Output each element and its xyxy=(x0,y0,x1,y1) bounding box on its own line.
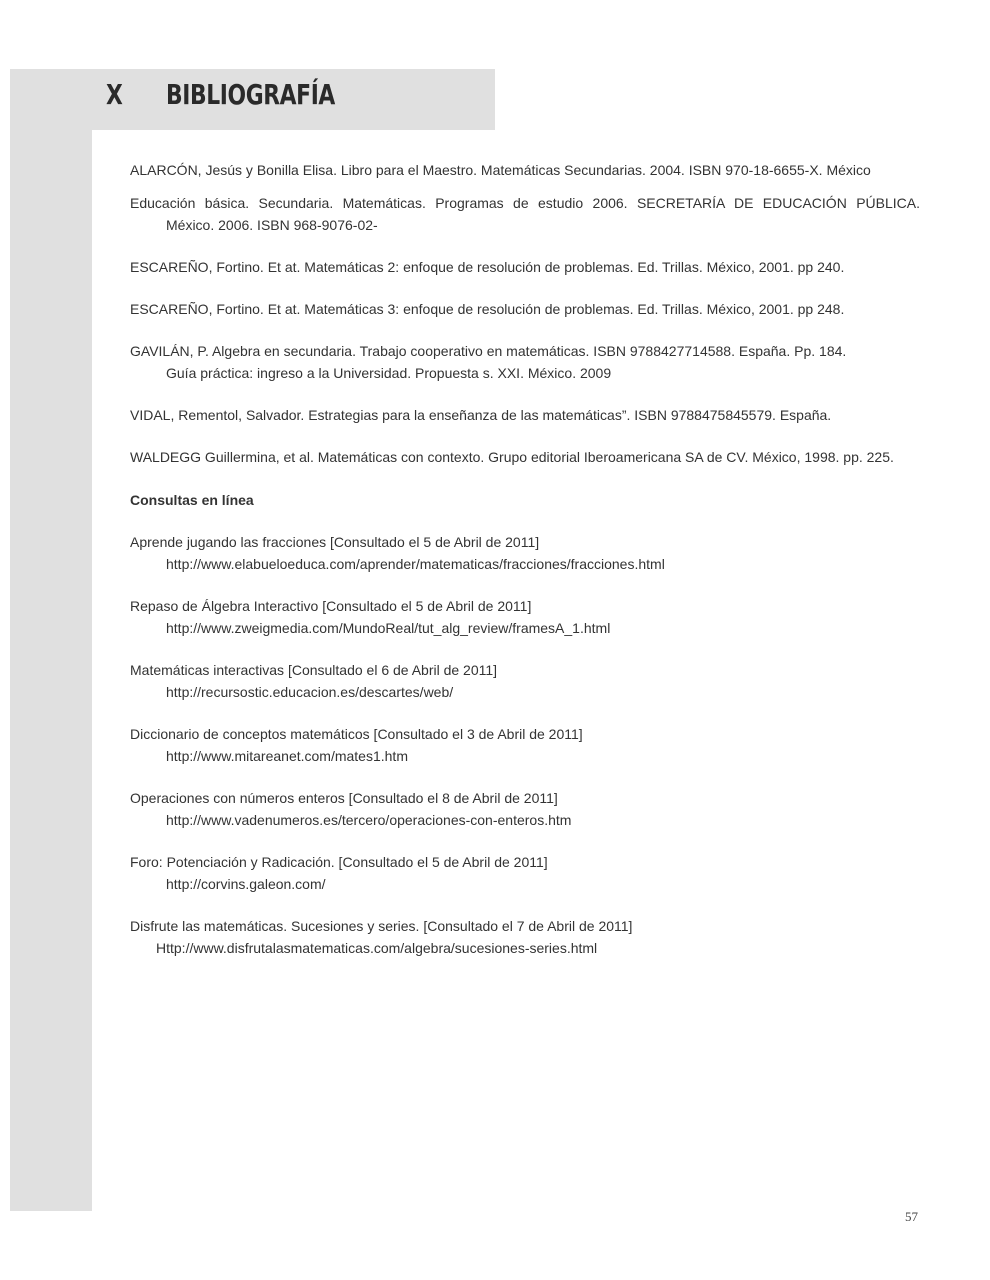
online-entry-url[interactable]: http://www.mitareanet.com/mates1.htm xyxy=(166,748,408,764)
reference-entry xyxy=(130,256,920,278)
online-entry-url[interactable]: http://www.elabueloeduca.com/aprender/matematicas/fracciones/fracciones.html xyxy=(166,556,665,572)
reference-entry xyxy=(130,159,920,181)
reference-line: ESCAREÑO, Fortino. Et at. Matemáticas 2: enfoque de resolución de problemas. Ed. Trillas. México, 2001. pp 240. xyxy=(130,259,845,275)
online-section-heading: Consultas en línea xyxy=(130,492,254,508)
reference-line: Educación básica. Secundaria. Matemáticas. Programas de estudio 2006. SECRETARÍA DE EDUCACIÓN PÚBLICA. xyxy=(130,195,920,211)
online-entry xyxy=(130,659,920,703)
reference-entry xyxy=(130,340,920,384)
reference-line: GAVILÁN, P. Algebra en secundaria. Trabajo cooperativo en matemáticas. ISBN 9788427714588. España. Pp. 184. xyxy=(130,343,847,359)
reference-entry xyxy=(130,446,920,468)
online-entry xyxy=(130,723,920,767)
reference-line: ALARCÓN, Jesús y Bonilla Elisa. Libro para el Maestro. Matemáticas Secundarias. 2004. ISBN 970-18-6655-X. México xyxy=(130,162,871,178)
reference-line: VIDAL, Rementol, Salvador. Estrategias para la enseñanza de las matemáticas”. ISBN 9788475845579. España. xyxy=(130,407,832,423)
online-entry xyxy=(130,787,920,831)
chapter-number: X xyxy=(106,78,123,111)
reference-entry xyxy=(130,404,920,426)
chapter-title: BIBLIOGRAFÍA xyxy=(166,78,335,111)
reference-entry xyxy=(130,298,920,320)
online-entry-title: Operaciones con números enteros [Consultado el 8 de Abril de 2011] xyxy=(130,790,558,806)
online-entry xyxy=(130,595,920,639)
online-entry xyxy=(130,915,920,959)
online-entry-title: Disfrute las matemáticas. Sucesiones y series. [Consultado el 7 de Abril de 2011] xyxy=(130,918,633,934)
online-entry-url[interactable]: http://corvins.galeon.com/ xyxy=(166,876,326,892)
online-entry-title: Matemáticas interactivas [Consultado el 6 de Abril de 2011] xyxy=(130,662,498,678)
online-entry-title: Diccionario de conceptos matemáticos [Consultado el 3 de Abril de 2011] xyxy=(130,726,583,742)
online-entry-title: Repaso de Álgebra Interactivo [Consultado el 5 de Abril de 2011] xyxy=(130,598,532,614)
reference-line: WALDEGG Guillermina, et al. Matemáticas con contexto. Grupo editorial Iberoamericana SA de CV. México, 1998. pp. 225. xyxy=(130,449,894,465)
online-entry-url[interactable]: http://www.vadenumeros.es/tercero/operaciones-con-enteros.htm xyxy=(166,812,572,828)
online-entry-url[interactable]: http://recursostic.educacion.es/descartes/web/ xyxy=(166,684,454,700)
side-margin-band xyxy=(10,69,92,1211)
page-number: 57 xyxy=(905,1209,918,1224)
online-entry-title: Aprende jugando las fracciones [Consultado el 5 de Abril de 2011] xyxy=(130,534,540,550)
online-entry xyxy=(130,531,920,575)
reference-entry xyxy=(130,192,920,236)
bibliography-content xyxy=(130,159,920,959)
online-entry xyxy=(130,851,920,895)
reference-line-continuation: México. 2006. ISBN 968-9076-02- xyxy=(166,217,378,233)
reference-line: ESCAREÑO, Fortino. Et at. Matemáticas 3: enfoque de resolución de problemas. Ed. Trillas. México, 2001. pp 248. xyxy=(130,301,845,317)
online-entry-url[interactable]: Http://www.disfrutalasmatematicas.com/algebra/sucesiones-series.html xyxy=(156,940,598,956)
online-entry-url[interactable]: http://www.zweigmedia.com/MundoReal/tut_alg_review/framesA_1.html xyxy=(166,620,611,636)
reference-line-continuation: Guía práctica: ingreso a la Universidad. Propuesta s. XXI. México. 2009 xyxy=(166,365,612,381)
online-entry-title: Foro: Potenciación y Radicación. [Consultado el 5 de Abril de 2011] xyxy=(130,854,548,870)
